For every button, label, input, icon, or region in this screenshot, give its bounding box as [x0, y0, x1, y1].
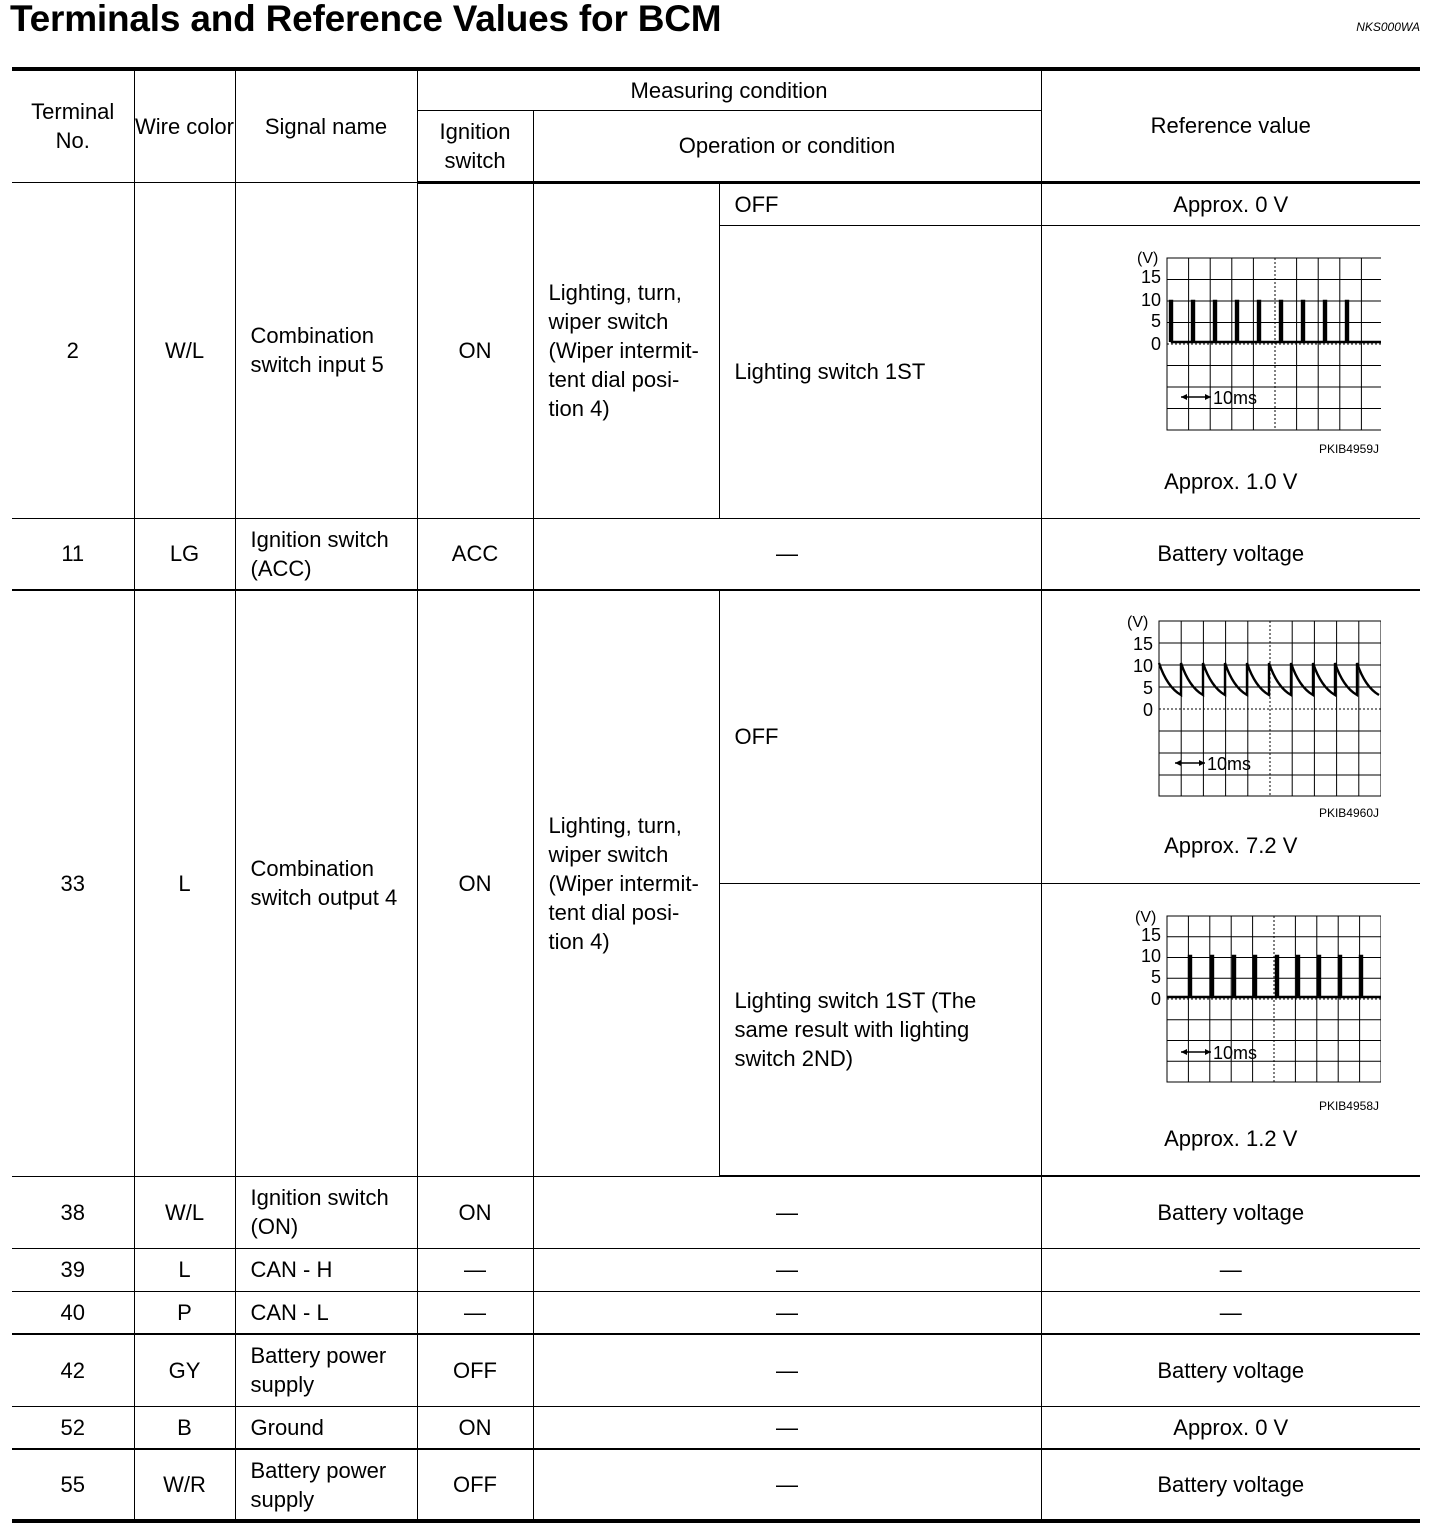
- signal-name: Ignition switch (ACC): [235, 518, 417, 590]
- waveform-grid: [1159, 621, 1381, 796]
- wire-color: GY: [134, 1334, 235, 1406]
- page-title: Terminals and Reference Values for BCM: [10, 0, 722, 39]
- signal-name: Battery power supply: [235, 1334, 417, 1406]
- wire-color: LG: [134, 518, 235, 590]
- operation: —: [533, 1248, 1041, 1291]
- unit-label: (V): [1136, 250, 1159, 267]
- y-tick: 0: [1150, 988, 1161, 1009]
- wire-color: B: [134, 1406, 235, 1449]
- condition: Lighting switch 1ST (The same result with lighting switch 2ND): [719, 883, 1041, 1176]
- table-row: [12, 1248, 1420, 1291]
- reference-value: [1041, 883, 1420, 1176]
- ignition-state: ON: [417, 1406, 533, 1449]
- reference-value: [1041, 225, 1420, 518]
- terminal-no: 55: [12, 1449, 134, 1521]
- terminal-no: 38: [12, 1176, 134, 1248]
- wire-color: W/R: [134, 1449, 235, 1521]
- y-tick: 15: [1132, 634, 1153, 655]
- y-tick: 5: [1150, 311, 1161, 331]
- y-tick: 15: [1140, 267, 1161, 287]
- wire-color: L: [134, 590, 235, 1176]
- signal-name: Combination switch input 5: [235, 182, 417, 518]
- header-signal-name: Signal name: [235, 69, 417, 182]
- time-scale-indicator: [1175, 754, 1251, 774]
- operation: —: [533, 1406, 1041, 1449]
- ignition-state: OFF: [417, 1449, 533, 1521]
- y-tick: 5: [1150, 966, 1161, 987]
- y-tick: 0: [1150, 334, 1161, 354]
- terminal-no: 33: [12, 590, 134, 1176]
- header-operation: Operation or condition: [533, 110, 1041, 182]
- wire-color: L: [134, 1248, 235, 1291]
- reference-caption: Approx. 1.0 V: [1164, 469, 1298, 494]
- table-row: [12, 182, 1420, 225]
- terminal-no: 2: [12, 182, 134, 518]
- waveform-grid: [1167, 916, 1381, 1082]
- table-row: [12, 518, 1420, 590]
- table-row: [12, 590, 1420, 883]
- wire-color: W/L: [134, 182, 235, 518]
- unit-label: (V): [1134, 908, 1157, 926]
- bcm-terminal-table: [12, 67, 1420, 1523]
- terminal-no: 40: [12, 1291, 134, 1334]
- y-tick: 10: [1140, 945, 1161, 966]
- waveform-pkib4959j: [1081, 247, 1381, 467]
- ignition-state: ON: [417, 590, 533, 1176]
- reference-value: —: [1041, 1248, 1420, 1291]
- terminal-no: 39: [12, 1248, 134, 1291]
- reference-value: Approx. 0 V: [1041, 182, 1420, 225]
- header-measuring-condition: Measuring condition: [417, 69, 1041, 110]
- ignition-state: OFF: [417, 1334, 533, 1406]
- ignition-state: ON: [417, 182, 533, 518]
- reference-caption: Approx. 7.2 V: [1164, 833, 1298, 859]
- y-tick: 10: [1140, 290, 1161, 310]
- operation: —: [533, 1176, 1041, 1248]
- time-scale-label: 10ms: [1212, 388, 1257, 408]
- signal-name: CAN - H: [235, 1248, 417, 1291]
- signal-name: Battery power supply: [235, 1449, 417, 1521]
- y-tick: 10: [1132, 656, 1153, 677]
- ignition-state: —: [417, 1248, 533, 1291]
- unit-label: (V): [1126, 614, 1149, 632]
- signal-name: Combination switch output 4: [235, 590, 417, 1176]
- ignition-state: —: [417, 1291, 533, 1334]
- table-row: [12, 1449, 1420, 1521]
- wire-color: P: [134, 1291, 235, 1334]
- wire-color: W/L: [134, 1176, 235, 1248]
- reference-value: Battery voltage: [1041, 1449, 1420, 1521]
- y-tick: 15: [1140, 924, 1161, 945]
- reference-value: Battery voltage: [1041, 1176, 1420, 1248]
- reference-value: Approx. 0 V: [1041, 1406, 1420, 1449]
- reference-value: Battery voltage: [1041, 1334, 1420, 1406]
- condition: Lighting switch 1ST: [719, 225, 1041, 518]
- reference-caption: Approx. 1.2 V: [1164, 1125, 1298, 1151]
- y-tick: 0: [1142, 700, 1153, 721]
- operation: —: [533, 1449, 1041, 1521]
- terminal-no: 11: [12, 518, 134, 590]
- waveform-grid: [1167, 258, 1381, 430]
- signal-name: Ignition switch (ON): [235, 1176, 417, 1248]
- operation: Lighting, turn, wiper switch (Wiper intermit-tent dial posi-tion 4): [533, 590, 719, 1176]
- reference-value: [1041, 590, 1420, 883]
- terminal-no: 42: [12, 1334, 134, 1406]
- time-scale-label: 10ms: [1212, 1042, 1257, 1063]
- condition: OFF: [719, 590, 1041, 883]
- operation: Lighting, turn, wiper switch (Wiper intermit-tent dial posi-tion 4): [533, 182, 719, 518]
- ignition-state: ON: [417, 1176, 533, 1248]
- table-row: [12, 1291, 1420, 1334]
- document-id: NKS000WA: [1356, 20, 1420, 34]
- y-tick: 5: [1142, 678, 1153, 699]
- table-row: [12, 1176, 1420, 1248]
- time-scale-label: 10ms: [1206, 754, 1251, 775]
- header-terminal: Terminal No.: [12, 69, 134, 182]
- reference-value: Battery voltage: [1041, 518, 1420, 590]
- table-row: [12, 1406, 1420, 1449]
- header-reference-value: Reference value: [1041, 69, 1420, 182]
- condition: OFF: [719, 182, 1041, 225]
- ignition-state: ACC: [417, 518, 533, 590]
- signal-name: CAN - L: [235, 1291, 417, 1334]
- time-scale-indicator: [1181, 388, 1257, 408]
- operation: —: [533, 518, 1041, 590]
- waveform-pkib4958j: [1081, 906, 1381, 1124]
- reference-value: —: [1041, 1291, 1420, 1334]
- figure-code: PKIB4958J: [1318, 1098, 1379, 1113]
- signal-name: Ground: [235, 1406, 417, 1449]
- time-scale-indicator: [1181, 1043, 1257, 1063]
- operation: —: [533, 1291, 1041, 1334]
- figure-code: PKIB4959J: [1318, 442, 1379, 456]
- operation: —: [533, 1334, 1041, 1406]
- waveform-pkib4960j: [1081, 613, 1381, 831]
- waveform-trace: [1159, 663, 1379, 695]
- figure-code: PKIB4960J: [1318, 806, 1379, 821]
- table-row: [12, 1334, 1420, 1406]
- header-ignition-switch: Ignition switch: [417, 110, 533, 182]
- terminal-no: 52: [12, 1406, 134, 1449]
- header-wire-color: Wire color: [134, 69, 235, 182]
